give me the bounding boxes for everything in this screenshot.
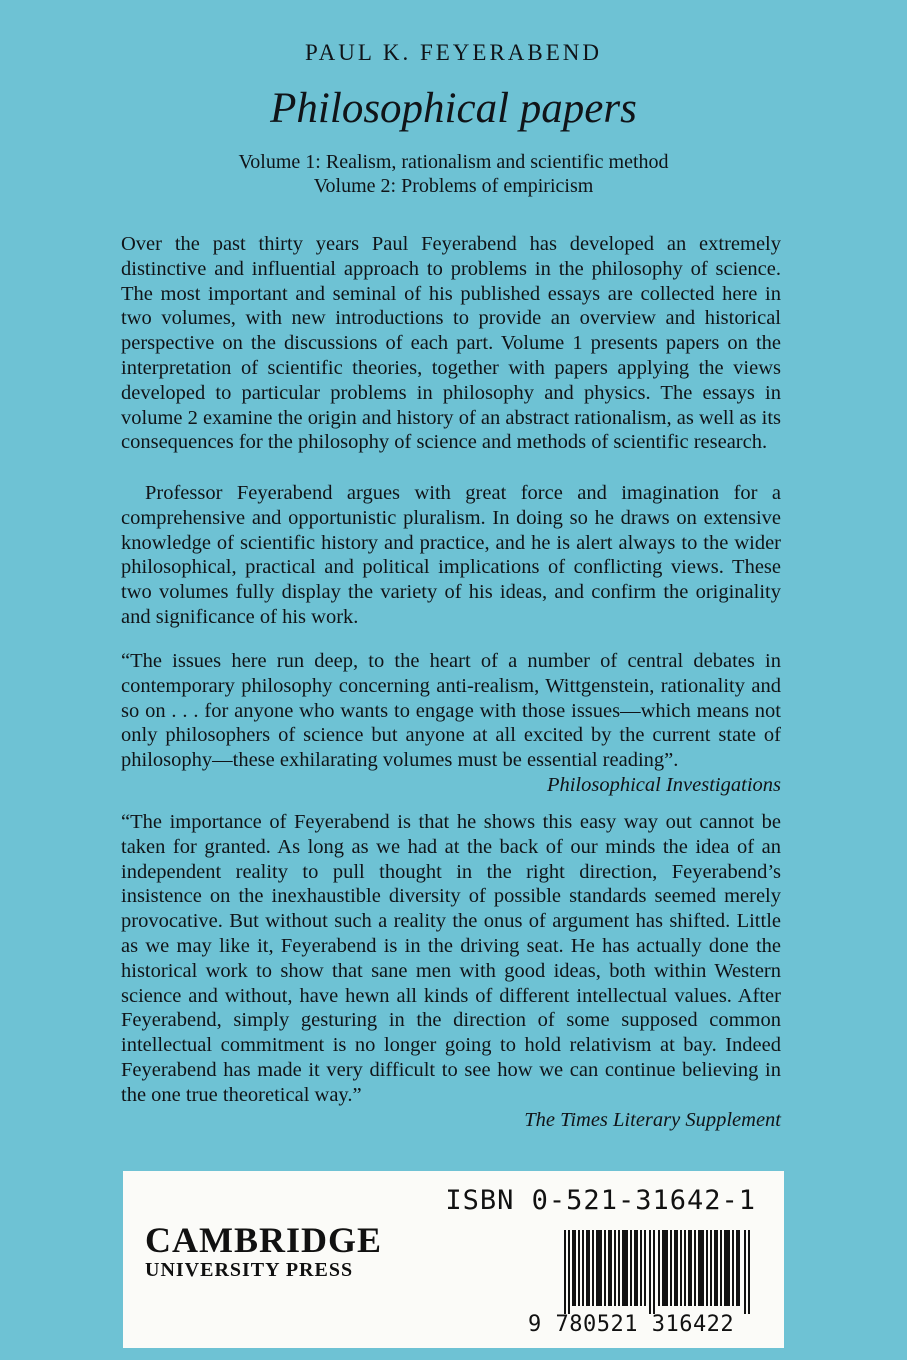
isbn-label: ISBN 0-521-31642-1 — [445, 1185, 756, 1216]
barcode-number: 9 780521 316422 — [528, 1312, 735, 1337]
publisher-name: CAMBRIDGE — [145, 1220, 383, 1260]
review-quote-1 — [121, 649, 781, 798]
volume-1-title: Volume 1: Realism, rationalism and scientific method — [238, 151, 669, 173]
description-paragraph-1 — [121, 232, 781, 455]
volume-2-title: Volume 2: Problems of empiricism — [313, 175, 594, 197]
barcode-icon — [564, 1230, 754, 1314]
publisher-barcode-panel — [123, 1171, 784, 1348]
quote-2-text: “The importance of Feyerabend is that he shows this easy way out cannot be taken for granted. As long as we had at the back of our minds the idea of an independent reality to pull thought in the right direction, Feyerabend’s insistence on the inexhaustible diversity of possible standards seemed merely provocative. But without such a reality the onus of argument has shifted. Little as we may like it, Feyerabend is in the driving seat. He has actually done the historical work to show that sane men with good ideas, both within Western science and without, have hewn all kinds of different intellectual values. After Feyerabend, simply gesturing in the direction of some supposed common intellectual commitment is no longer going to hold relativism at bay. Indeed Feyerabend has made it very difficult to see how we can continue believing in the one true theoretical way.” — [121, 811, 781, 1106]
review-quote-2 — [121, 810, 781, 1132]
description-text-2: Professor Feyerabend argues with great force and imagination for a comprehensive and opportunistic pluralism. In doing so he draws on extensive knowledge of scientific history and practice, and he is alert always to the wider philosophical, practical and political implications of conflicting views. These two volumes fully display the variety of his ideas, and confirm the originality and significance of his work. — [121, 482, 781, 628]
publisher-logo — [145, 1219, 382, 1282]
description-paragraph-2 — [121, 481, 781, 630]
description-text-1: Over the past thirty years Paul Feyerabend has developed an extremely distinctive and influential approach to problems in the philosophy of science. The most important and seminal of his published essays are collected here in two volumes, with new introductions to provide an overview and historical perspective on the discussions of each part. Volume 1 presents papers on the interpretation of scientific theories, together with papers applying the views developed to particular problems in philosophy and physics. The essays in volume 2 examine the origin and history of an abstract rationalism, as well as its consequences for the philosophy of science and methods of scientific research. — [121, 233, 781, 454]
quote-1-text: “The issues here run deep, to the heart of a number of central debates in contemporary philosophy concerning anti-realism, Wittgenstein, rationality and so on . . . for anyone who wants to engage with those issues—which means not only philosophers of science but anyone at all excited by the current state of philosophy—these exhilarating volumes must be essential reading”. — [121, 650, 781, 772]
review-quote-text — [121, 649, 781, 796]
quote-2-source: The Times Literary Supplement — [524, 1108, 781, 1131]
publisher-subname: UNIVERSITY PRESS — [145, 1259, 354, 1281]
volume-list — [0, 150, 907, 198]
quote-1-source: Philosophical Investigations — [546, 773, 781, 796]
book-title: Philosophical papers — [270, 85, 637, 132]
author-name: PAUL K. FEYERABEND — [304, 40, 603, 65]
